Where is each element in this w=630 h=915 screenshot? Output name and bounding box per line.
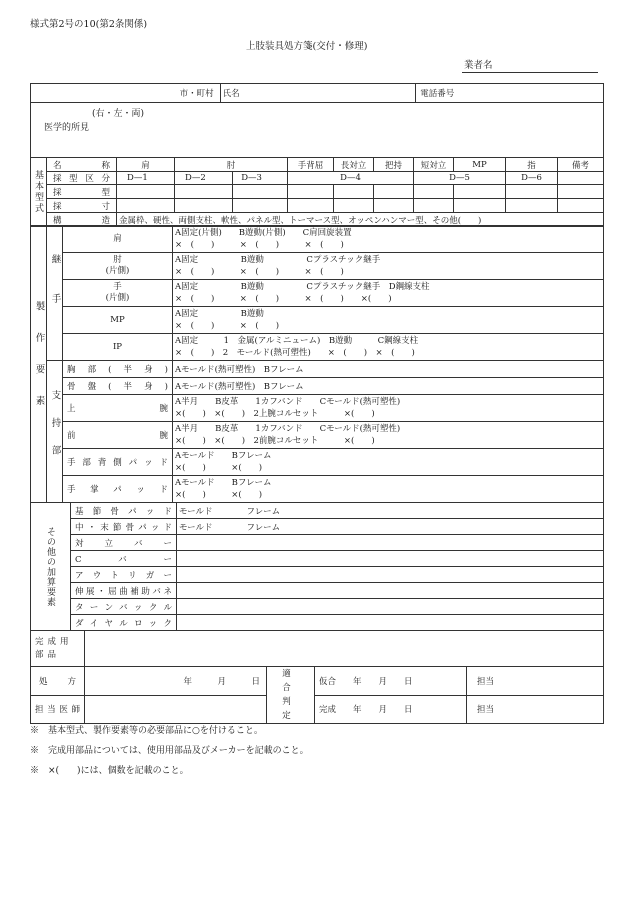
col-shoulder: 肩 [117, 158, 175, 172]
support-pelvis: 骨盤(半身) [63, 378, 173, 395]
joint-elbow-options[interactable]: A固定 B遊動 Cプラスチック継手 × ( ) × ( ) × ( ) [173, 253, 604, 280]
doctor-field[interactable] [85, 695, 267, 724]
patient-table [30, 83, 604, 103]
name-cell[interactable] [220, 84, 416, 103]
size-cell[interactable] [558, 199, 604, 213]
name-label: 氏名 [222, 89, 240, 99]
support-dorsal-pad: 手部背側パッド [63, 449, 173, 476]
mold-cell[interactable] [454, 185, 506, 199]
size-cell[interactable] [334, 199, 374, 213]
mold-cell[interactable] [288, 185, 334, 199]
phone-cell[interactable] [416, 84, 604, 103]
prescription-date[interactable]: 年 月 日 [85, 667, 267, 696]
city-label: 市・町村 [179, 89, 214, 99]
joint-mp: MP [63, 307, 173, 334]
mold-cell[interactable] [506, 185, 558, 199]
col-grasp: 把持 [374, 158, 414, 172]
size-cell[interactable] [175, 199, 233, 213]
support-chest-options[interactable]: Aモールド(熱可塑性) Bフレーム [173, 361, 604, 378]
other-item-value[interactable] [177, 567, 604, 583]
other-item-value[interactable] [177, 599, 604, 615]
side-label: (右・左・両) [92, 109, 145, 119]
class-d6[interactable]: D—6 [506, 172, 558, 185]
support-palm-pad-options[interactable]: Aモールド Bフレーム ×( ) ×( ) [173, 476, 604, 503]
temp-staff[interactable]: 担当 [467, 667, 604, 696]
joint-elbow: 肘 (片側) [63, 253, 173, 280]
mold-cell[interactable] [558, 185, 604, 199]
support-palm-pad: 手掌パッド [63, 476, 173, 503]
support-label: 支持部 [47, 361, 63, 503]
other-item-value[interactable] [177, 535, 604, 551]
class-d1[interactable]: D—1 [117, 172, 175, 185]
col-wrist-ext: 手背屈 [288, 158, 334, 172]
note-2: ※ 完成用部品については、使用用部品及びメーカーを記載のこと。 [30, 746, 309, 756]
other-item: アウトリガー [71, 567, 177, 583]
final-fit-date[interactable]: 完成 年 月 日 [315, 695, 467, 724]
mold-cell[interactable] [175, 185, 233, 199]
col-elbow: 肘 [175, 158, 288, 172]
class-label: 採型区分 [47, 172, 117, 185]
other-item: 対立バー [71, 535, 177, 551]
class-d4[interactable]: D—4 [288, 172, 414, 185]
production-table [30, 225, 604, 503]
mold-cell[interactable] [374, 185, 414, 199]
completion-table [30, 630, 604, 667]
form-number: 様式第2号の10(第2条関係) [30, 19, 148, 30]
support-upper-arm: 上腕 [63, 395, 173, 422]
doctor-label: 担当医師 [31, 695, 85, 724]
support-chest: 胸部(半身) [63, 361, 173, 378]
size-cell[interactable] [117, 199, 175, 213]
completion-parts-label: 完成用部品 [31, 631, 85, 667]
mold-cell[interactable] [334, 185, 374, 199]
col-long-opp: 長対立 [334, 158, 374, 172]
structure-text[interactable]: 金属枠、硬性、両側支柱、軟性、パネル型、トーマース型、オッペンハンマー型、その他( ) [117, 213, 604, 227]
other-item: 伸展・屈曲補助バネ [71, 583, 177, 599]
other-item-value[interactable]: モールド フレーム [177, 519, 604, 535]
mold-cell[interactable] [233, 185, 288, 199]
class-d2[interactable]: D—2 [175, 172, 233, 185]
size-cell[interactable] [288, 199, 334, 213]
support-dorsal-pad-options[interactable]: Aモールド Bフレーム ×( ) ×( ) [173, 449, 604, 476]
other-item-value[interactable] [177, 551, 604, 567]
medical-finding-label: 医学的所見 [44, 123, 90, 133]
other-item-value[interactable] [177, 583, 604, 599]
other-item-value[interactable]: モールド フレーム [177, 503, 604, 519]
basic-type-table [30, 157, 604, 227]
mold-cell[interactable] [414, 185, 454, 199]
support-forearm-options[interactable]: A半月 B皮革 1カフバンド Cモールド(熱可塑性) ×( ) ×( ) 2前腕コルセット ×( ) [173, 422, 604, 449]
other-item-value[interactable] [177, 615, 604, 631]
joint-ip: IP [63, 334, 173, 361]
support-upper-arm-options[interactable]: A半月 B皮革 1カフバンド Cモールド(熱可塑性) ×( ) ×( ) 2上腕コルセット ×( ) [173, 395, 604, 422]
support-forearm: 前腕 [63, 422, 173, 449]
size-cell[interactable] [414, 199, 454, 213]
class-d5[interactable]: D—5 [414, 172, 506, 185]
other-item: ターンバックル [71, 599, 177, 615]
other-section-label: その他の加算要素 [31, 503, 71, 631]
name-label: 名称 [47, 158, 117, 172]
joint-wrist-options[interactable]: A固定 B遊動 Cプラスチック継手 D鋼線支柱 × ( ) × ( ) × ( ) ×( ) [173, 280, 604, 307]
other-item: 中・末節骨パッド [71, 519, 177, 535]
basic-section-label: 基本型式 [31, 158, 47, 227]
class-d3[interactable]: D—3 [233, 172, 288, 185]
joint-label: 継手 [47, 226, 63, 361]
size-cell[interactable] [454, 199, 506, 213]
size-cell[interactable] [374, 199, 414, 213]
col-short-opp: 短対立 [414, 158, 454, 172]
other-table [30, 502, 604, 631]
size-cell[interactable] [506, 199, 558, 213]
joint-shoulder-options[interactable]: A固定(片側) B遊動(片側) C肩回旋装置 × ( ) × ( ) × ( ) [173, 226, 604, 253]
class-remarks[interactable] [558, 172, 604, 185]
joint-shoulder: 肩 [63, 226, 173, 253]
size-cell[interactable] [233, 199, 288, 213]
joint-ip-options[interactable]: A固定 1 金属(アルミニューム) B遊動 C鋼線支柱 × ( ) 2 モールド(熱可塑性) × ( ) × ( ) [173, 334, 604, 361]
other-item: ダイヤルロック [71, 615, 177, 631]
joint-mp-options[interactable]: A固定 B遊動 × ( ) × ( ) [173, 307, 604, 334]
support-pelvis-options[interactable]: Aモールド(熱可塑性) Bフレーム [173, 378, 604, 395]
other-item: 基節骨パッド [71, 503, 177, 519]
other-item: Cバー [71, 551, 177, 567]
final-staff[interactable]: 担当 [467, 695, 604, 724]
mold-cell[interactable] [117, 185, 175, 199]
footer-table [30, 666, 604, 724]
col-mp: MP [454, 158, 506, 172]
temp-fit-date[interactable]: 仮合 年 月 日 [315, 667, 467, 696]
size-label: 採寸 [47, 199, 117, 213]
vendor-underline [462, 72, 598, 73]
judgment-label: 適合判定 [267, 667, 315, 724]
form-title: 上肢装具処方箋(交付・修理) [246, 41, 368, 52]
mold-label: 採型 [47, 185, 117, 199]
vendor-label: 業者名 [464, 60, 493, 71]
production-section-label: 製作要素 [31, 226, 47, 503]
joint-wrist: 手 (片側) [63, 280, 173, 307]
city-cell[interactable] [31, 84, 221, 103]
structure-label: 構造 [47, 213, 117, 227]
completion-parts-field[interactable] [85, 631, 604, 667]
col-finger: 指 [506, 158, 558, 172]
phone-label: 電話番号 [420, 89, 455, 99]
note-3: ※ ×( )には、個数を記載のこと。 [30, 766, 189, 776]
note-1: ※ 基本型式、製作要素等の必要部品に○を付けること。 [30, 726, 263, 736]
col-remarks: 備考 [558, 158, 604, 172]
prescription-label: 処方 [31, 667, 85, 696]
